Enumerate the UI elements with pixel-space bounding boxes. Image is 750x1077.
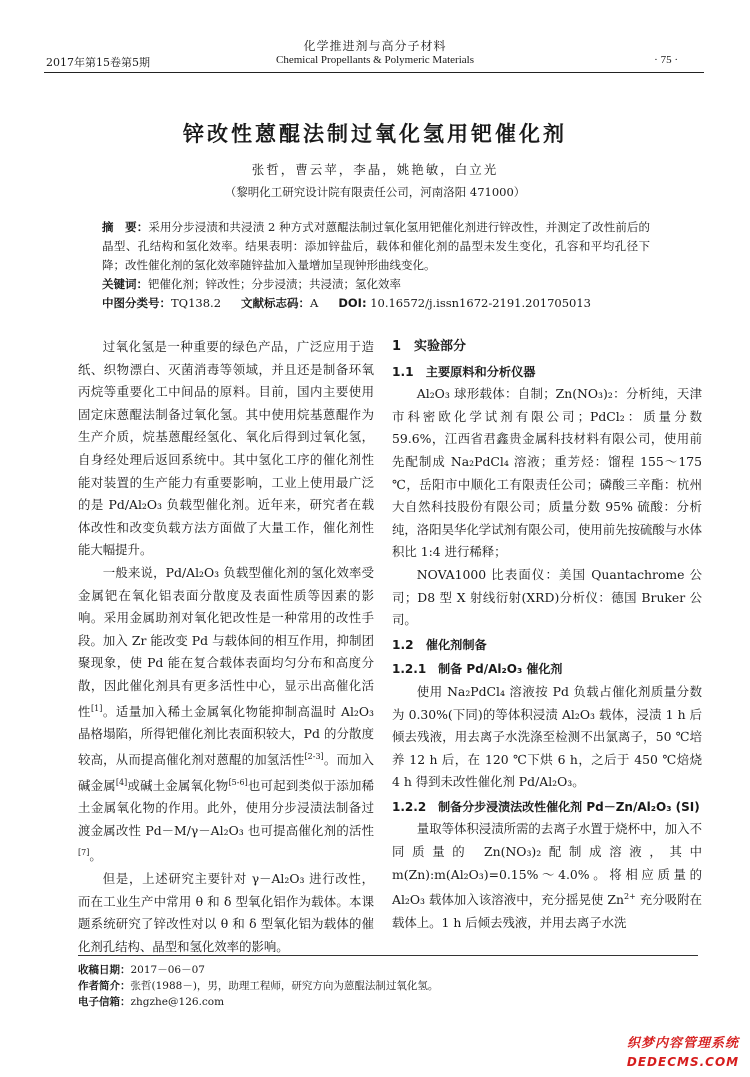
affiliation: （黎明化工研究设计院有限责任公司，河南洛阳 471000） [224, 185, 526, 199]
preparation-text: 充分吸附在载体上。1 h 后倾去残液，并用去离子水洗 [392, 892, 702, 930]
subsection-heading: 1.2 催化剂制备 [392, 637, 487, 652]
header-rule [44, 72, 704, 73]
preparation-paragraph: 使用 Na₂PdCl₄ 溶液按 Pd 负载占催化剂质量分数为 0.30%(下同)的等体积浸渍 Al₂O₃ 载体，浸渍 1 h 后倾去残液，用去离子水洗涤至检测不出氯离子，50 ℃培养 12 h 后，在 120 ℃下烘 6 h，之后于 450 ℃焙烧 4 h 得到未改性催化剂 Pd/Al₂O₃。 [392, 683, 702, 790]
keywords-row [102, 275, 650, 294]
author-bio-label: 作者简介： [78, 980, 131, 992]
keywords-text: 钯催化剂；锌改性；分步浸渍；共浸渍；氢化效率 [148, 277, 401, 291]
received-label: 收稿日期： [78, 964, 131, 976]
doi-item [338, 294, 591, 313]
received-date-row [78, 962, 698, 978]
author-bio-row [78, 978, 698, 994]
abstract-paragraph [102, 218, 650, 275]
citation-ref[interactable]: [1] [90, 703, 103, 713]
author-bio: 张哲(1988－)，男，助理工程师，研究方向为蒽醌法制过氧化氢。 [130, 980, 439, 992]
subsubsection-heading: 1.2.2 制备分步浸渍法改性催化剂 Pd－Zn/Al₂O₃ (SI) [392, 799, 700, 814]
doi-label: DOI: [338, 296, 367, 310]
article-title: 锌改性蒽醌法制过氧化氢用钯催化剂 [183, 122, 567, 146]
keywords-label: 关键词： [102, 277, 148, 291]
left-column [78, 336, 374, 959]
doc-code-label: 文献标志码： [241, 296, 311, 310]
issue-info: 2017年第15卷第5期 [46, 56, 150, 69]
instruments-paragraph: NOVA1000 比表面仪：美国 Quantachrome 公司；D8 型 X 射线衍射(XRD)分析仪：德国 Bruker 公司。 [392, 566, 702, 628]
citation-ref[interactable]: [4] [115, 777, 128, 787]
intro-text: 或碱土金属氧化物 [127, 777, 229, 793]
email-row [78, 994, 698, 1010]
watermark-domain: DEDECMS.COM [626, 1055, 740, 1069]
site-watermark [622, 1035, 744, 1071]
classification-row [102, 294, 650, 313]
doi-link[interactable]: 10.16572/j.issn1672-2191.201705013 [370, 296, 591, 310]
journal-name-cn: 化学推进剂与高分子材料 [303, 39, 447, 53]
page-number: · 75 · [654, 54, 678, 66]
received-date: 2017－06－07 [130, 964, 205, 976]
section-heading: 1 实验部分 [392, 339, 467, 354]
author-list: 张哲，曹云苹，李晶，姚艳敏，白立光 [251, 162, 499, 177]
clc-item [102, 294, 221, 313]
intro-paragraph-1: 过氧化氢是一种重要的绿色产品，广泛应用于造纸、织物漂白、灭菌消毒等领域，并且还是制备环氧丙烷等重要化工中间品的原料。目前，国内主要使用固定床蒽醌法制备过氧化氢。其中使用烷基蒽醌作为生产介质，烷基蒽醌经氢化、氧化后得到过氧化氢，自身经处理后返回系统中。其中氢化工序的催化剂性能对装置的生产能力有重要影响，工业上使用最广泛的是 Pd/Al₂O₃ 负载型催化剂。近年来，研究者在载体改性和改变负载方法方面做了大量工作，催化剂性能大幅提升。 [78, 339, 374, 558]
ion-charge: 2+ [623, 892, 636, 902]
abstract-label: 摘 要： [102, 220, 149, 234]
footnote-rule [78, 955, 698, 956]
doc-code-value: A [310, 296, 319, 310]
intro-paragraph-2 [78, 562, 374, 868]
citation-ref[interactable]: [5-6] [228, 777, 248, 787]
citation-ref[interactable]: [7] [78, 848, 90, 858]
materials-paragraph: Al₂O₃ 球形载体：自制；Zn(NO₃)₂：分析纯，天津市科密欧化学试剂有限公司；PdCl₂：质量分数 59.6%，江西省君鑫贵金属科技材料有限公司，使用前先配制成 Na₂PdCl₄ 溶液；重芳烃：馏程 155～175 ℃，岳阳市中顺化工有限责任公司；磷酸三辛酯：杭州大自然科技股份有限公司；质量分数 95% 硫酸：分析纯，洛阳昊华化学试剂有限公司，使用前先按硫酸与水体积比 1:4 进行稀释； [392, 386, 702, 560]
intro-text: 。 [89, 848, 102, 864]
footnote-block [78, 962, 698, 1010]
clc-value: TQ138.2 [171, 296, 222, 310]
intro-paragraph-3: 但是，上述研究主要针对 γ－Al₂O₃ 进行改性，而在工业生产中常用 θ 和 δ 型氧化铝作为载体。本课题系统研究了锌改性对以 θ 和 δ 型氧化铝为载体的催化剂孔结构、晶型和氢化效率的影响。 [78, 871, 374, 954]
citation-ref[interactable]: [2-3] [304, 751, 324, 761]
subsubsection-heading: 1.2.1 制备 Pd/Al₂O₃ 催化剂 [392, 662, 563, 677]
preparation-text: 量取等体积浸渍所需的去离子水置于烧杯中，加入不同质量的 Zn(NO₃)₂配制成溶液，其中 m(Zn):m(Al₂O₃)=0.15%～4.0%。将相应质量的 Al₂O₃ 载体加入该溶液中，充分摇晃使 Zn [392, 821, 702, 908]
email-label: 电子信箱： [78, 996, 131, 1008]
preparation-paragraph [392, 818, 702, 934]
right-column [392, 336, 702, 935]
intro-text: 一般来说，Pd/Al₂O₃ 负载型催化剂的氢化效率受金属钯在氧化铝表面分散度及表面性质等因素的影响。采用金属助剂对氧化钯改性是一种常用的改性手段。加入 Zr 能改变 Pd 与载体间的相互作用，抑制团聚现象，使 Pd 能在复合载体表面均匀分布和高度分散，因此催化剂具有更多活性中心，显示出高催化活性 [78, 564, 374, 719]
email-link[interactable]: zhgzhe@126.com [130, 996, 225, 1008]
clc-label: 中图分类号： [102, 296, 171, 310]
journal-name-en: Chemical Propellants & Polymeric Materials [276, 54, 474, 66]
intro-text: 。适量加入稀土金属氧化物能抑制高温时 Al₂O₃ 晶格塌陷，所得钯催化剂比表面积较大，Pd 的分散度较高，从而提高催化剂对蒽醌的加氢活性 [78, 703, 374, 767]
subsection-heading: 1.1 主要原料和分析仪器 [392, 364, 536, 379]
doc-code-item [241, 294, 318, 313]
intro-text: 也可起到类似于添加稀土金属氧化物的作用。此外，使用分步浸渍法制备过渡金属改性 Pd－M/γ－Al₂O₃ 也可提高催化剂的活性 [78, 777, 375, 838]
watermark-text: 织梦内容管理系统 [626, 1036, 739, 1051]
intro-text: 。而加入碱金属 [78, 751, 375, 793]
abstract-block [102, 218, 650, 313]
abstract-text: 采用分步浸渍和共浸渍 2 种方式对蒽醌法制过氧化氢用钯催化剂进行锌改性，并测定了改性前后的晶型、孔结构和氢化效率。结果表明：添加锌盐后，载体和催化剂的晶型未发生变化，孔容和平均孔径下降；改性催化剂的氢化效率随锌盐加入量增加呈现钟形曲线变化。 [102, 220, 651, 272]
